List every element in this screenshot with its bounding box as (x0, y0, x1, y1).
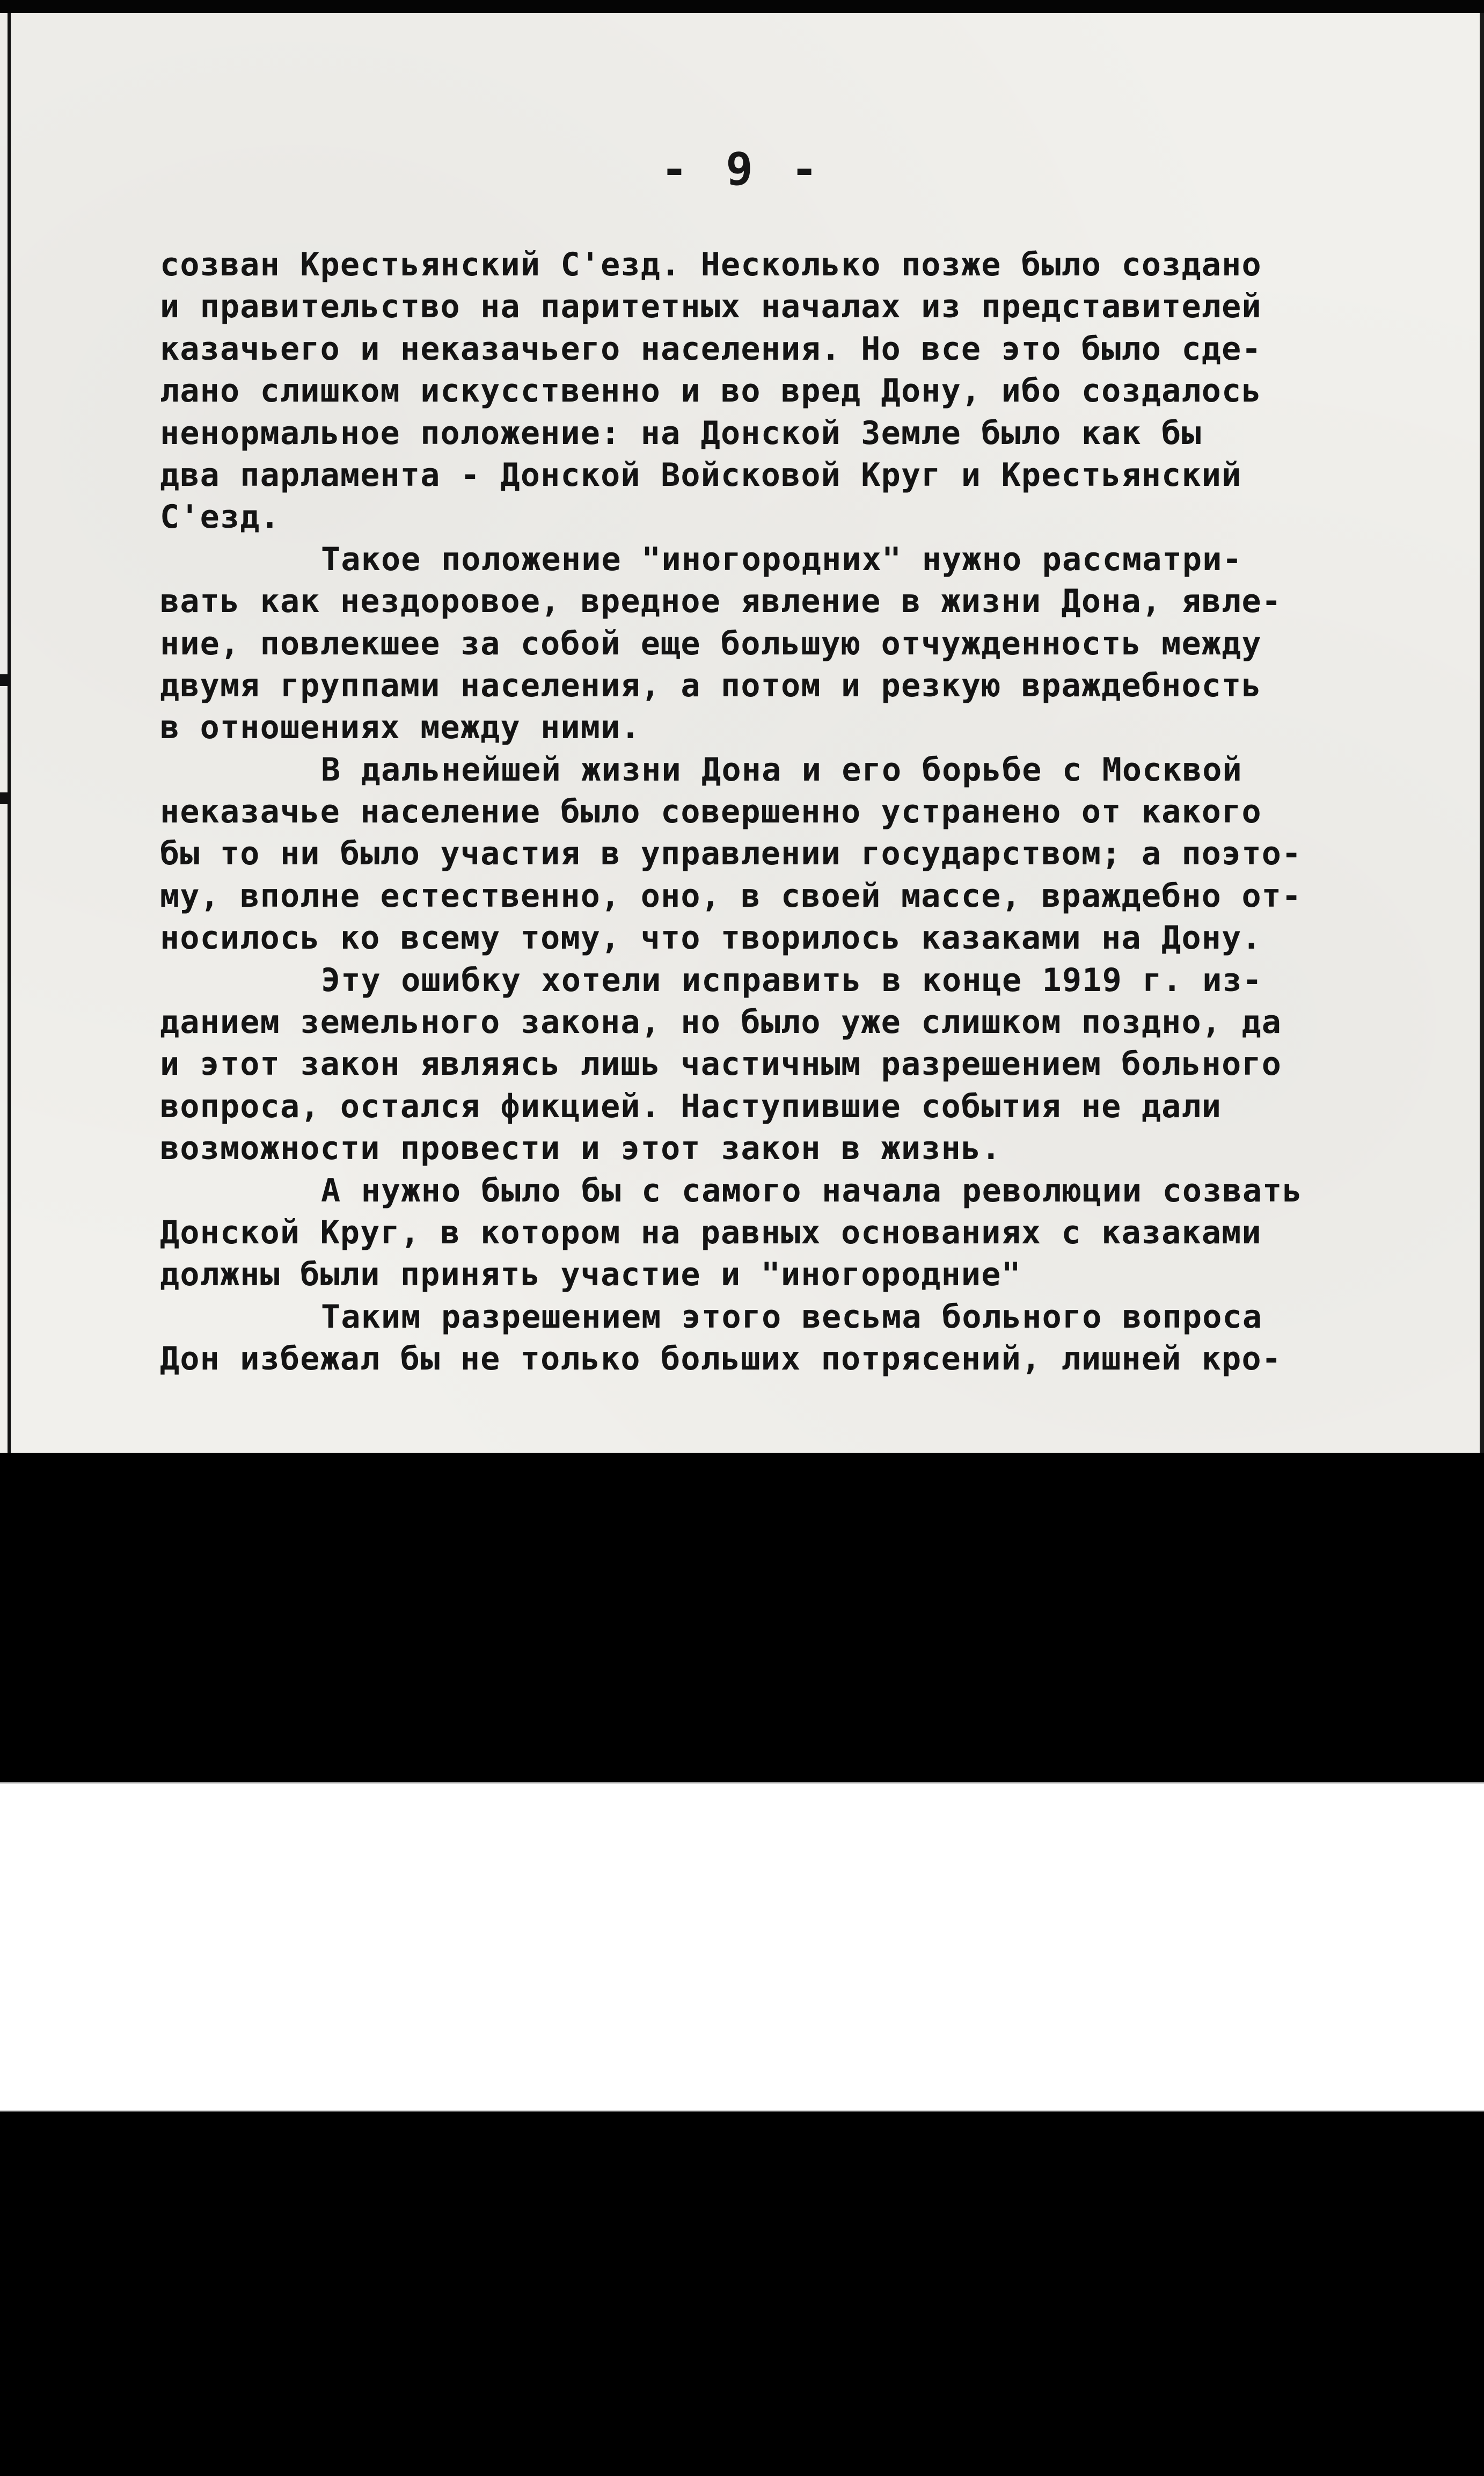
text-line: и правительство на паритетных началах из представителей (160, 288, 1262, 326)
text-line: два парламента - Донской Войсковой Круг и Крестьянский (160, 456, 1242, 494)
text-line: лано слишком искусственно и во вред Дону, ибо создалось (160, 372, 1262, 410)
text-line: вать как нездоровое, вредное явление в жизни Дона, явле- (160, 582, 1282, 621)
text-line: Такое положение "иногородних" нужно рассматри- (321, 540, 1242, 578)
text-line: му, вполне естественно, оно, в своей массе, враждебно от- (160, 877, 1302, 915)
text-line: вопроса, остался фикцией. Наступившие события не дали (160, 1087, 1222, 1125)
page-number: - 9 - (661, 143, 823, 195)
text-line: неказачье население было совершенно устранено от какого (160, 793, 1262, 831)
text-line: Таким разрешением этого весьма больного вопроса (321, 1298, 1263, 1336)
text-line: возможности провести и этот закон в жизнь. (160, 1130, 1001, 1168)
scan-top-border (0, 0, 1484, 13)
text-line: В дальнейшей жизни Дона и его борьбе с Москвой (321, 751, 1242, 789)
left-page-edge (8, 13, 11, 1453)
right-page-edge (1480, 13, 1484, 1453)
text-line: носилось ко всему тому, что творилось казаками на Дону. (160, 919, 1262, 957)
text-line: А нужно было бы с самого начала революции созвать (321, 1171, 1303, 1210)
text-line: казачьего и неказачьего населения. Но все это было сде- (160, 330, 1262, 368)
text-line: и этот закон являясь лишь частичным разрешением больного (160, 1045, 1282, 1083)
scanned-page (0, 13, 1484, 1453)
typewritten-body (160, 244, 1373, 1380)
text-line: двумя группами населения, а потом и резкую враждебность (160, 666, 1262, 704)
text-line: бы то ни было участия в управлении государством; а поэто- (160, 835, 1302, 873)
binding-mark (0, 674, 9, 686)
binding-mark (0, 792, 9, 804)
text-line: созван Крестьянский С'езд. Несколько позже было создано (160, 246, 1262, 283)
text-line: С'езд. (160, 498, 280, 536)
text-line: ненормальное положение: на Донской Земле было как бы (160, 414, 1202, 452)
text-line: Донской Круг, в котором на равных основаниях с казаками (160, 1213, 1262, 1251)
text-line: Эту ошибку хотели исправить в конце 1919 г. из- (321, 961, 1263, 999)
text-line: ние, повлекшее за собой еще большую отчужденность между (160, 624, 1262, 662)
text-line: данием земельного закона, но было уже слишком поздно, да (160, 1003, 1282, 1042)
band-edge (0, 2110, 1484, 2111)
blank-band (0, 1784, 1484, 2110)
text-line: Дон избежал бы не только больших потрясений, лишней кро- (160, 1340, 1282, 1378)
text-line: должны были принять участие и "иногородние" (160, 1256, 1021, 1294)
text-line: в отношениях между ними. (160, 709, 641, 747)
